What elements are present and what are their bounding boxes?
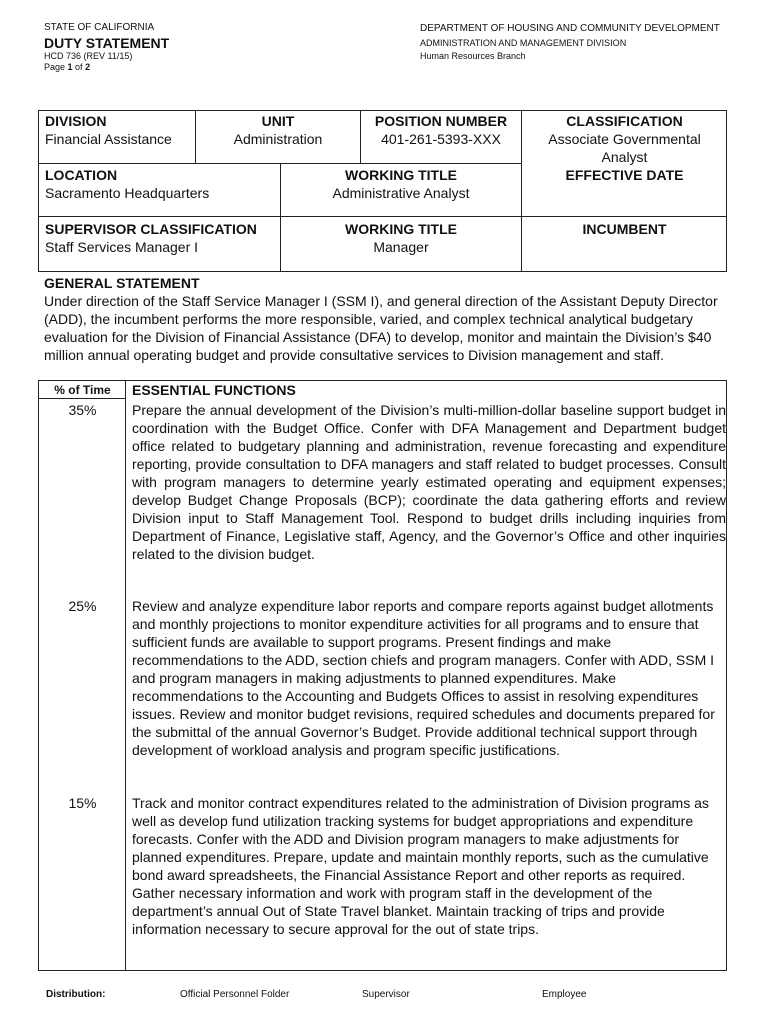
classification-value: Associate Governmental Analyst — [548, 131, 701, 165]
page-total: 2 — [85, 62, 91, 72]
general-statement-title: GENERAL STATEMENT — [44, 275, 200, 291]
division-name: ADMINISTRATION AND MANAGEMENT DIVISION — [420, 38, 627, 48]
table-divider — [125, 380, 126, 971]
location-label: LOCATION — [45, 167, 118, 183]
table-divider — [38, 163, 521, 164]
working-title-label: WORKING TITLE — [345, 167, 457, 183]
supervisor-working-title-cell — [281, 220, 521, 256]
supervisor-classification-label: SUPERVISOR CLASSIFICATION — [45, 221, 257, 237]
division-label: DIVISION — [45, 113, 107, 129]
division-value: Financial Assistance — [45, 131, 172, 147]
location-cell — [45, 166, 209, 202]
classification-cell — [522, 112, 727, 166]
incumbent-label: INCUMBENT — [582, 221, 667, 237]
working-title-value: Administrative Analyst — [332, 185, 470, 201]
form-title: DUTY STATEMENT — [44, 35, 170, 51]
general-statement-text: Under direction of the Staff Service Manager I (SSM I), and general direction of the Assistant Deputy Director (ADD), the incumbent performs the more responsible, varied, and complex technical analytical budgetary evaluation for the Division of Financial Assistance (DFA) to develop, monitor and maintain the Division’s $40 million annual operating budget and provide consultative services to Division management and staff. — [44, 293, 718, 363]
unit-cell — [196, 112, 360, 148]
supervisor-working-title-value: Manager — [373, 239, 429, 255]
classification-label: CLASSIFICATION — [566, 113, 683, 129]
effective-date-cell — [522, 166, 727, 184]
distribution-employee: Employee — [542, 989, 587, 1000]
function-description: Track and monitor contract expenditures related to the administration of Division programs as well as develop fund utilization tracking systems for budget appropriations and expenditure forecasts. Confer with the ADD and Division program managers to make adjustments for planned expenditures. Prepare, update and maintain monthly reports, such as the cumulative bond award spreadsheets, the Financial Assistance Report and other reports as required. Gather necessary information and work with program staff in the development of the department’s annual Out of State Travel blanket. Maintain tracking of trips and provide information necessary to secure approval for the out of state trips. — [132, 795, 709, 937]
distribution-label: Distribution: — [46, 989, 106, 1000]
state-label: STATE OF CALIFORNIA — [44, 22, 155, 33]
incumbent-cell — [522, 220, 727, 238]
page-prefix: Page — [44, 62, 68, 72]
page-of: of — [72, 62, 86, 72]
page-indicator — [44, 62, 169, 73]
unit-label: UNIT — [261, 113, 295, 129]
percent-time-header: % of Time — [54, 383, 111, 397]
branch-name: Human Resources Branch — [420, 51, 526, 61]
function-percent: 35% — [68, 402, 97, 418]
supervisor-classification-cell — [45, 220, 257, 256]
position-number-value: 401-261-5393-XXX — [381, 131, 501, 147]
division-cell — [45, 112, 172, 148]
position-number-label: POSITION NUMBER — [374, 113, 508, 129]
department-name: DEPARTMENT OF HOUSING AND COMMUNITY DEVELOPMENT — [420, 23, 720, 34]
essential-functions-title: ESSENTIAL FUNCTIONS — [132, 382, 296, 398]
supervisor-working-title-label: WORKING TITLE — [345, 221, 457, 237]
table-divider — [38, 216, 727, 217]
form-number: HCD 736 (REV 11/15) — [44, 51, 133, 61]
effective-date-label: EFFECTIVE DATE — [565, 167, 684, 183]
function-description: Review and analyze expenditure labor reports and compare reports against budget allotments and monthly projections to monitor expenditure activities for all programs and to ensure that sufficient funds are available to support programs. Present findings and make recommendations to the ADD, section chiefs and program managers. Confer with ADD, SSM I and program managers in making adjustments to planned expenditures. Make recommendations to the Accounting and Budgets Offices to assist in resolving expenditures issues. Review and monitor budget revisions, required schedules and documents prepared for the submittal of the annual Governor’s Budget. Provide additional technical support through development of workload analysis and program specific justifications. — [132, 598, 715, 758]
form-header-left — [44, 22, 169, 73]
position-number-cell — [361, 112, 521, 148]
table-divider — [38, 398, 126, 399]
working-title-cell — [281, 166, 521, 202]
location-value: Sacramento Headquarters — [45, 185, 210, 201]
supervisor-classification-value: Staff Services Manager I — [45, 239, 199, 255]
unit-value: Administration — [233, 131, 323, 147]
page-number: 1 — [67, 62, 73, 72]
distribution-supervisor: Supervisor — [362, 989, 410, 1000]
distribution-personnel-folder: Official Personnel Folder — [180, 989, 290, 1000]
function-percent: 15% — [68, 795, 97, 811]
function-percent: 25% — [68, 598, 97, 614]
form-header-right — [420, 22, 720, 63]
function-description: Prepare the annual development of the Division’s multi-million-dollar baseline support budget in coordination with the Budget Office. Confer with DFA Management and Department budget office related to budgetary planning and administration, revenue forecasting and expenditure reporting, provide consultation to DFA managers and staff related to budget processes. Consult with program managers to determine yearly estimated operating and equipment expenses; develop Budget Change Proposals (BCP); coordinate the data gathering efforts and review Division input to Staff Management Tool. Respond to budget drills including inquiries from Department of Finance, Legislative staff, Agency, and the Governor’s Office and other inquiries related to the division budget. — [132, 402, 726, 562]
